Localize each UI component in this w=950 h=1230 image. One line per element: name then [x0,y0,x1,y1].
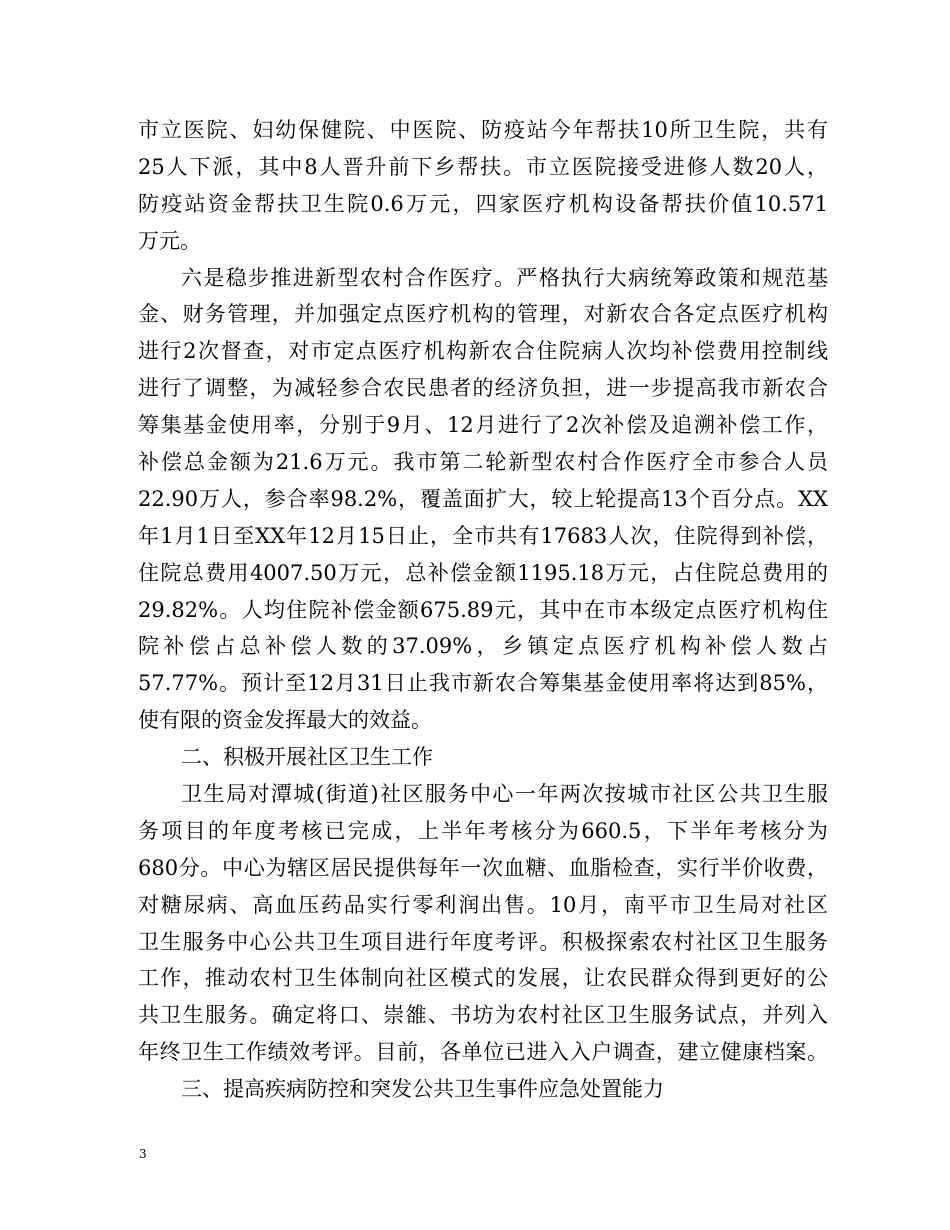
text-line: 务项目的年度考核已完成，上半年考核分为660.5，下半年考核分为 [138,818,828,843]
text-line: 年1月1日至XX年12月15日止，全市共有17683人次，住院得到补偿， [138,523,828,548]
text-line: 进行了调整，为减轻参合农民患者的经济负担，进一步提高我市新农合 [138,376,828,401]
text-line: 补偿总金额为21.6万元。我市第二轮新型农村合作医疗全市参合人员 [138,450,828,475]
paragraph-start-line: 卫生局对潭城(街道)社区服务中心一年两次按城市社区公共卫生服 [181,782,828,807]
text-line: 金、财务管理，并加强定点医疗机构的管理，对新农合各定点医疗机构 [138,302,828,327]
body-text [138,112,828,1108]
text-line: 使有限的资金发挥最大的效益。 [138,708,432,733]
page-number: 3 [139,1147,147,1161]
text-line: 住院总费用4007.50万元，总补偿金额1195.18万元，占住院总费用的 [138,560,828,585]
section-heading: 三、提高疾病防控和突发公共卫生事件应急处置能力 [181,1077,664,1102]
text-line: 工作，推动农村卫生体制向社区模式的发展，让农民群众得到更好的公 [138,966,828,991]
text-line: 22.90万人，参合率98.2%，覆盖面扩大，较上轮提高13个百分点。XX [138,486,828,511]
text-line: 共卫生服务。确定将口、崇雒、书坊为农村社区卫生服务试点，并列入 [138,1003,828,1028]
text-line: 筹集基金使用率，分别于9月、12月进行了2次补偿及追溯补偿工作， [138,413,828,438]
text-line: 57.77%。预计至12月31日止我市新农合筹集基金使用率将达到85%， [138,671,828,696]
text-line: 卫生服务中心公共卫生项目进行年度考评。积极探索农村社区卫生服务 [138,929,828,954]
text-line: 进行2次督查，对市定点医疗机构新农合住院病人次均补偿费用控制线 [138,339,828,364]
paragraph-start-line: 六是稳步推进新型农村合作医疗。严格执行大病统筹政策和规范基 [181,265,828,290]
text-line: 院补偿占总补偿人数的37.09%，乡镇定点医疗机构补偿人数占 [138,634,828,659]
text-line: 680分。中心为辖区居民提供每年一次血糖、血脂检查，实行半价收费， [138,855,828,880]
text-line: 年终卫生工作绩效考评。目前，各单位已进入入户调查，建立健康档案。 [138,1040,828,1065]
text-line: 29.82%。人均住院补偿金额675.89元，其中在市本级定点医疗机构住 [138,597,828,622]
section-heading: 二、积极开展社区卫生工作 [181,745,433,770]
text-line: 25人下派，其中8人晋升前下乡帮扶。市立医院接受进修人数20人， [138,154,828,179]
text-line: 对糖尿病、高血压药品实行零利润出售。10月，南平市卫生局对社区 [138,892,828,917]
text-line: 万元。 [138,228,201,253]
text-line: 市立医院、妇幼保健院、中医院、防疫站今年帮扶10所卫生院，共有 [138,118,828,142]
text-line: 防疫站资金帮扶卫生院0.6万元，四家医疗机构设备帮扶价值10.571 [138,191,828,216]
